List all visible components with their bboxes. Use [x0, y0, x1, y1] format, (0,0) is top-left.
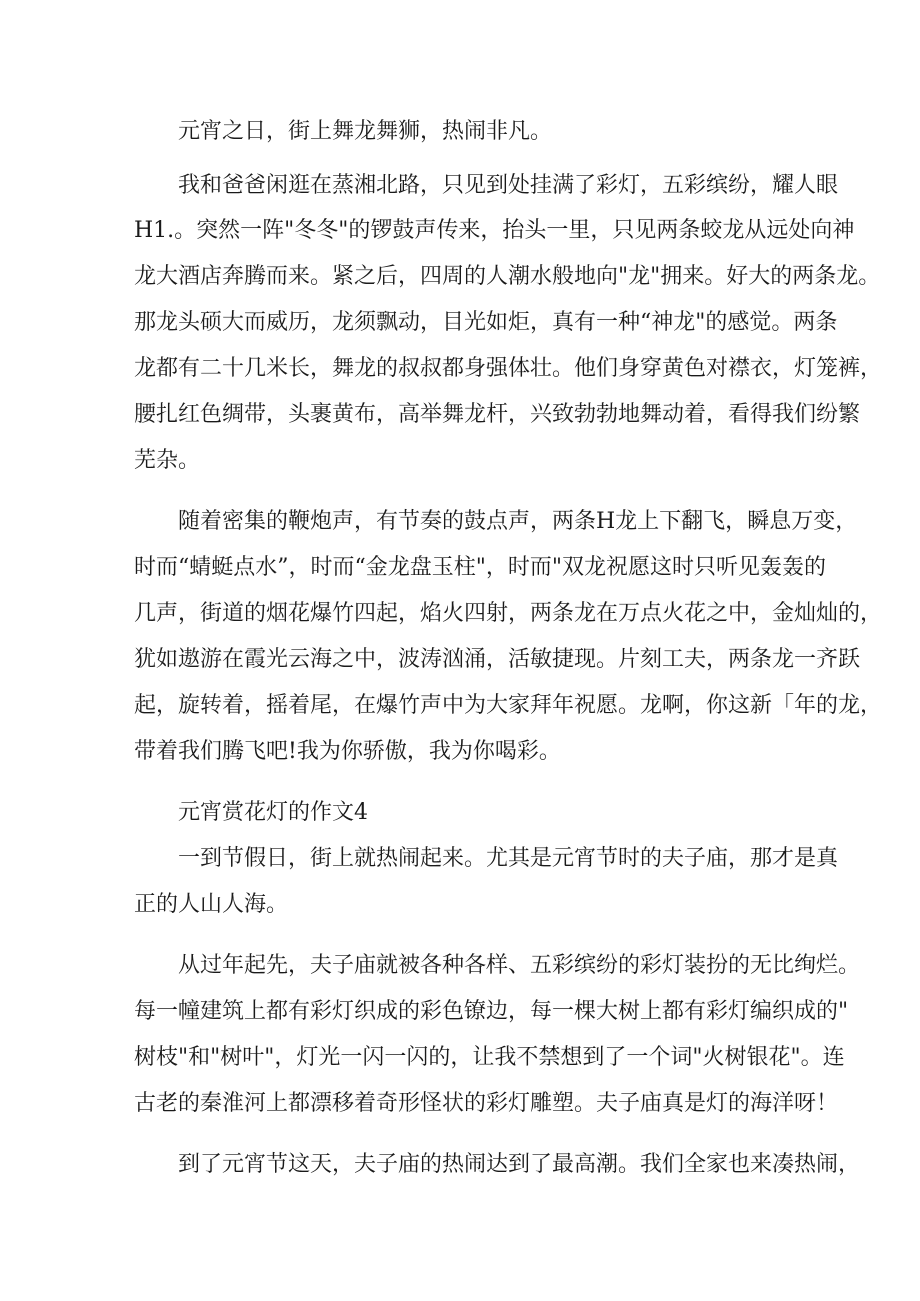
text-line-20: 树枝"和"树叶"，灯光一闪一闪的，让我不禁想到了一个词"火树银花"。连 — [134, 1045, 845, 1070]
text-line-12: 犹如遨游在霞光云海之中，波涛汹涌，活敏捷现。片刻工夫，两条龙一齐跃 — [134, 647, 861, 672]
text-line-1: 元宵之日，街上舞龙舞狮，热闹非凡。 — [178, 119, 553, 144]
text-line-3: H1.。突然一阵"冬冬"的锣鼓声传来，抬头一里，只见两条蛟龙从远处向神 — [134, 218, 855, 243]
text-line-18: 从过年起先，夫子庙就被各种各样、五彩缤纷的彩灯装扮的无比绚烂。 — [178, 953, 861, 978]
text-line-5: 那龙头硕大而威历，龙须飘动，目光如炬，真有一种“神龙"的感觉。两条 — [134, 310, 838, 335]
text-line-4: 龙大酒店奔腾而来。紧之后，四周的人潮水般地向"龙"拥来。好大的两条龙。 — [134, 264, 881, 289]
text-line-11: 几声，街道的烟花爆竹四起，焰火四射，两条龙在万点火花之中，金灿灿的， — [134, 601, 883, 626]
text-line-7: 腰扎红色绸带，头裹黄布，高举舞龙杆，兴致勃勃地舞动着，看得我们纷繁 — [134, 402, 861, 427]
text-line-19: 每一幢建筑上都有彩灯织成的彩色镣边，每一棵大树上都有彩灯编织成的" — [134, 999, 849, 1024]
text-line-6: 龙都有二十几米长，舞龙的叔叔都身强体壮。他们身穿黄色对襟衣，灯笼裤， — [134, 356, 883, 381]
text-line-13: 起，旋转着，摇着尾，在爆竹声中为大家拜年祝愿。龙啊，你这新「年的龙， — [134, 693, 883, 718]
text-line-16: 一到节假日，街上就热闹起来。尤其是元宵节时的夫子庙，那才是真 — [178, 846, 839, 871]
text-line-21: 古老的秦淮河上都漂移着奇形怪状的彩灯雕塑。夫子庙真是灯的海洋呀！ — [134, 1091, 839, 1116]
text-line-2: 我和爸爸闲逛在蒸湘北路，只见到处挂满了彩灯，五彩缤纷，耀人眼 — [178, 173, 839, 198]
text-line-10: 时而“蜻蜓点水”，时而“金龙盘玉柱"，时而"双龙祝愿这时只听见轰轰的 — [134, 555, 826, 580]
text-line-9: 随着密集的鞭炮声，有节奏的鼓点声，两条H龙上下翻飞，瞬息万变， — [178, 509, 858, 534]
section-heading: 元宵赏花灯的作文4 — [178, 800, 368, 825]
text-line-17: 正的人山人海。 — [134, 892, 289, 917]
text-line-14: 带着我们腾飞吧!我为你骄傲，我为你喝彩。 — [134, 739, 561, 764]
text-line-22: 到了元宵节这天，夫子庙的热闹达到了最高潮。我们全家也来凑热闹， — [178, 1152, 861, 1177]
text-line-8: 芜杂。 — [134, 448, 201, 473]
